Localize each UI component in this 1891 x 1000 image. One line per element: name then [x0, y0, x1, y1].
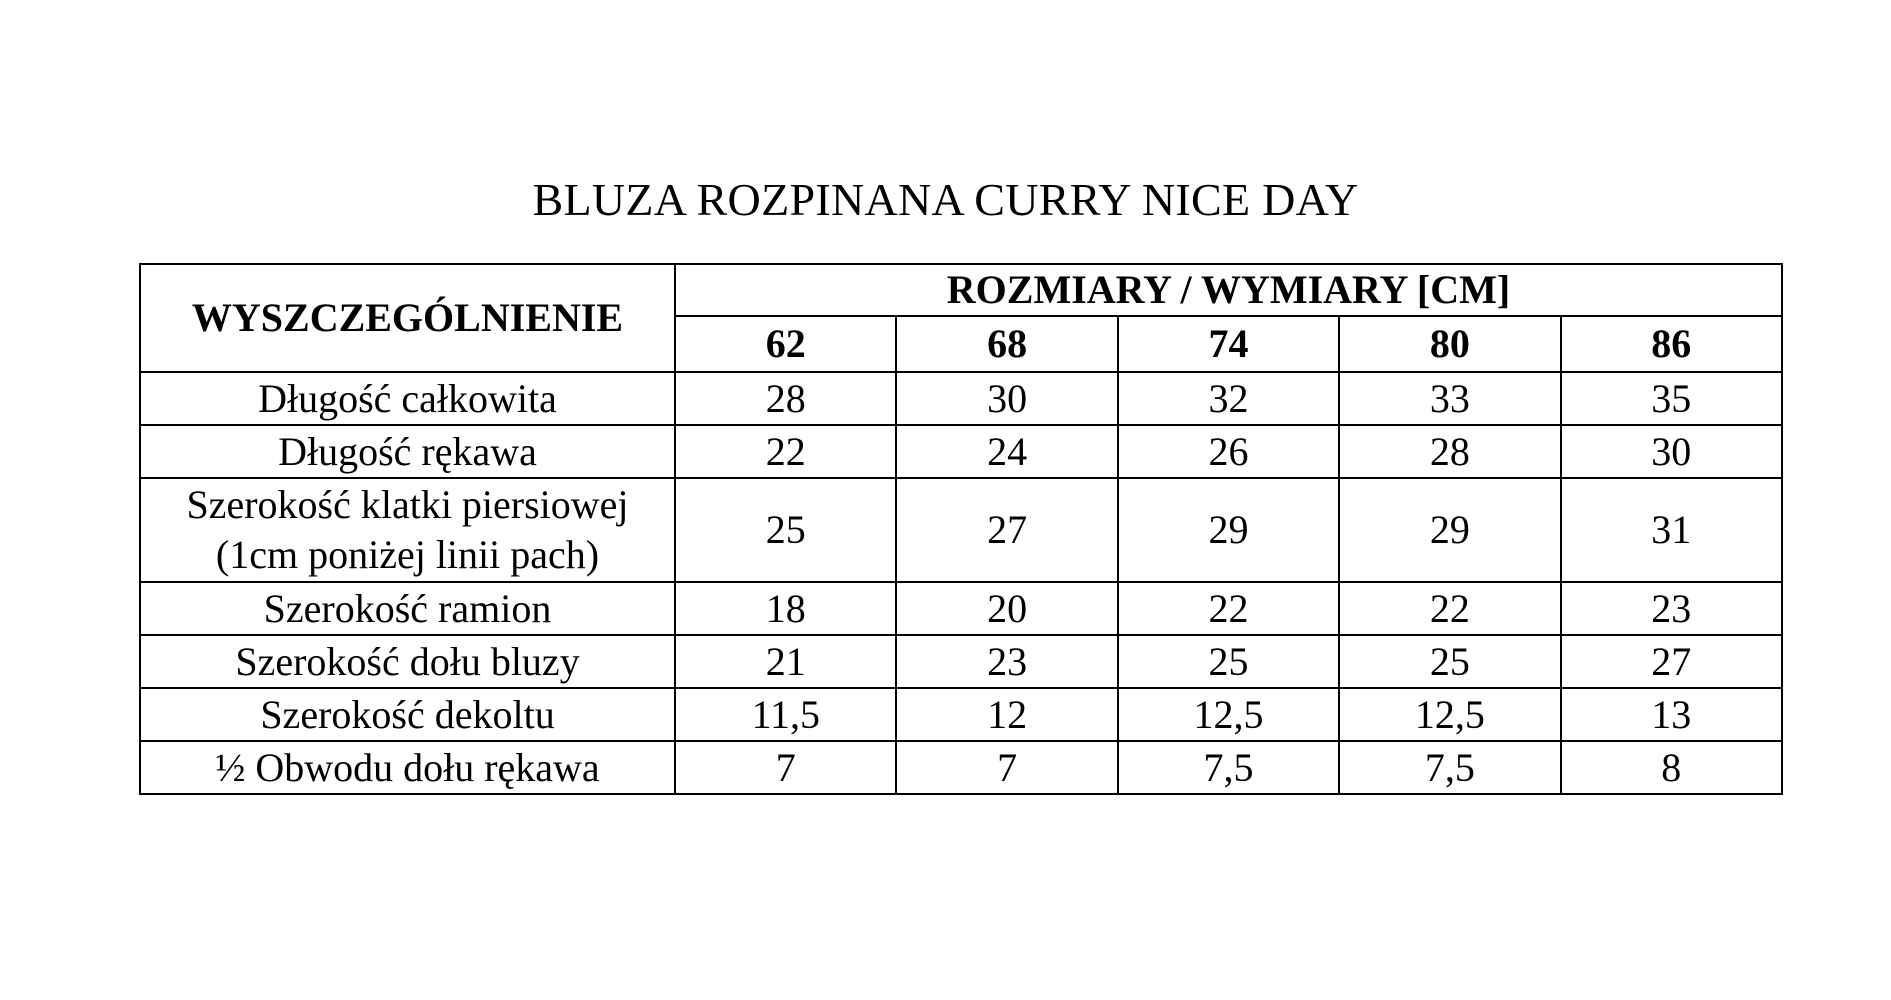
table-cell: 26 — [1118, 425, 1339, 478]
table-row — [140, 478, 1782, 582]
table-row — [140, 582, 1782, 635]
table-cell: 27 — [896, 478, 1117, 582]
table-cell: 27 — [1561, 635, 1782, 688]
row-label-line: Szerokość klatki piersiowej — [186, 482, 629, 527]
table-cell: 7 — [675, 741, 896, 794]
table-cell: 21 — [675, 635, 896, 688]
row-label: Długość rękawa — [140, 425, 675, 478]
table-row — [140, 635, 1782, 688]
table-cell: 22 — [675, 425, 896, 478]
table-row — [140, 688, 1782, 741]
row-label: ½ Obwodu dołu rękawa — [140, 741, 675, 794]
table-cell: 29 — [1339, 478, 1560, 582]
sizes-group-header: ROZMIARY / WYMIARY [CM] — [675, 264, 1782, 316]
table-cell: 13 — [1561, 688, 1782, 741]
table-cell: 12 — [896, 688, 1117, 741]
size-header: 62 — [675, 316, 896, 372]
row-label-line: (1cm poniżej linii pach) — [215, 532, 600, 577]
table-cell: 32 — [1118, 372, 1339, 425]
size-header: 74 — [1118, 316, 1339, 372]
table-cell: 30 — [1561, 425, 1782, 478]
table-cell: 7,5 — [1118, 741, 1339, 794]
table-cell: 25 — [1339, 635, 1560, 688]
label-column-header: WYSZCZEGÓLNIENIE — [140, 264, 675, 372]
row-label: Szerokość dołu bluzy — [140, 635, 675, 688]
table-cell: 31 — [1561, 478, 1782, 582]
table-cell: 25 — [1118, 635, 1339, 688]
table-cell: 30 — [896, 372, 1117, 425]
table-row — [140, 372, 1782, 425]
table-cell: 28 — [675, 372, 896, 425]
document-title: BLUZA ROZPINANA CURRY NICE DAY — [532, 174, 1359, 225]
table-cell: 7,5 — [1339, 741, 1560, 794]
size-chart-table — [139, 263, 1783, 795]
table-cell: 28 — [1339, 425, 1560, 478]
table-cell: 18 — [675, 582, 896, 635]
table-cell: 23 — [1561, 582, 1782, 635]
header-row — [140, 264, 1782, 316]
table-cell: 12,5 — [1339, 688, 1560, 741]
table-cell: 20 — [896, 582, 1117, 635]
size-header: 80 — [1339, 316, 1560, 372]
row-label: Długość całkowita — [140, 372, 675, 425]
size-header: 68 — [896, 316, 1117, 372]
table-cell: 12,5 — [1118, 688, 1339, 741]
table-cell: 22 — [1118, 582, 1339, 635]
table-cell: 22 — [1339, 582, 1560, 635]
table-cell: 8 — [1561, 741, 1782, 794]
table-cell: 25 — [675, 478, 896, 582]
row-label — [140, 478, 675, 582]
table-cell: 11,5 — [675, 688, 896, 741]
table-cell: 33 — [1339, 372, 1560, 425]
table-cell: 24 — [896, 425, 1117, 478]
table-cell: 7 — [896, 741, 1117, 794]
table-cell: 35 — [1561, 372, 1782, 425]
table-cell: 23 — [896, 635, 1117, 688]
table-cell: 29 — [1118, 478, 1339, 582]
row-label: Szerokość ramion — [140, 582, 675, 635]
table-row — [140, 741, 1782, 794]
table-row — [140, 425, 1782, 478]
row-label: Szerokość dekoltu — [140, 688, 675, 741]
size-header: 86 — [1561, 316, 1782, 372]
